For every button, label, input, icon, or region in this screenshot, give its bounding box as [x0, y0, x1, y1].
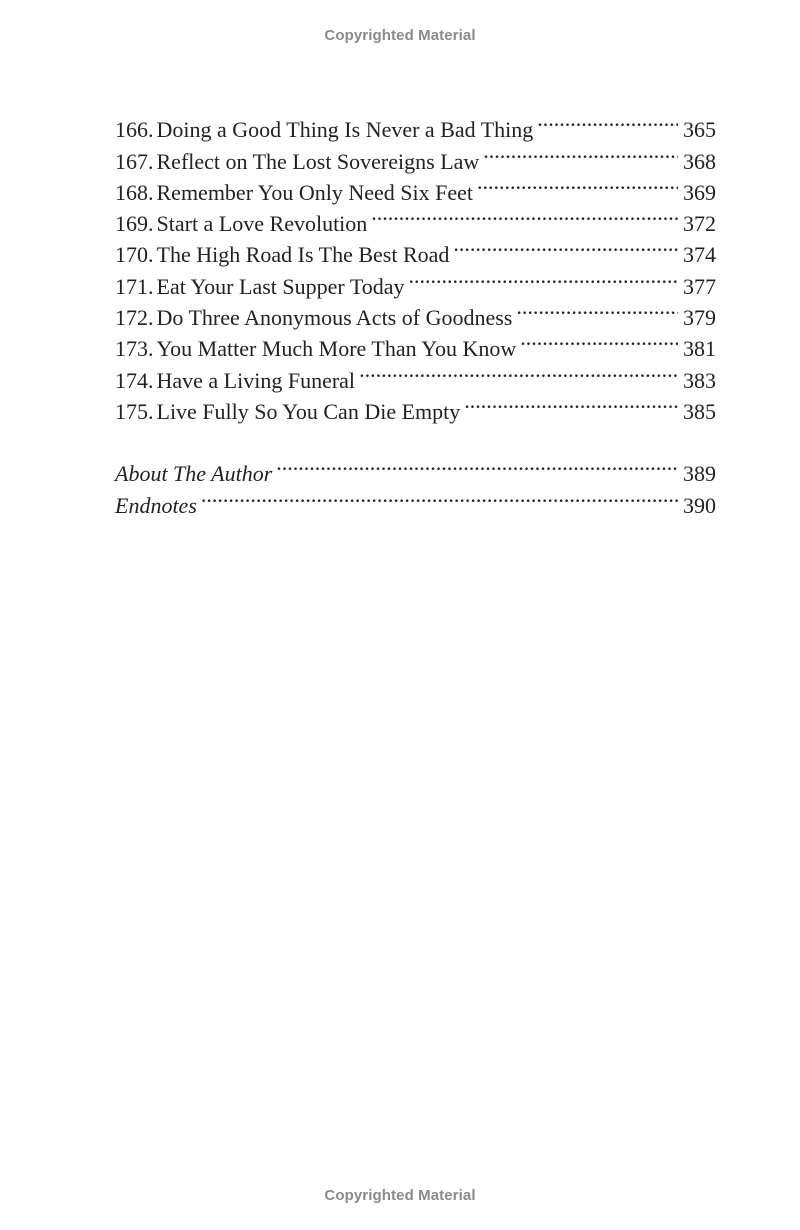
page-number: 379: [683, 305, 716, 331]
dot-leader: [371, 200, 678, 231]
page-number: 389: [683, 461, 716, 487]
page-number: 383: [683, 367, 716, 393]
chapter-title: Doing a Good Thing Is Never a Bad Thing: [156, 117, 534, 143]
chapter-title: Eat Your Last Supper Today: [156, 273, 405, 299]
page-number: 377: [683, 273, 716, 299]
dot-leader: [453, 231, 678, 262]
chapter-number: 171.: [115, 273, 154, 299]
dot-leader: [537, 106, 678, 137]
page-number: 369: [683, 179, 716, 205]
chapter-title: You Matter Much More Than You Know: [156, 336, 517, 362]
chapter-number: 172.: [115, 305, 154, 331]
chapter-number: 168.: [115, 179, 154, 205]
page-number: 385: [683, 398, 716, 424]
page-number: 390: [683, 492, 716, 518]
dot-leader: [483, 137, 678, 168]
page-number: 374: [683, 242, 716, 268]
dot-leader: [359, 356, 678, 387]
chapter-title: The High Road Is The Best Road: [156, 242, 450, 268]
page-number: 372: [683, 211, 716, 237]
dot-leader: [464, 388, 678, 419]
table-of-contents: [115, 106, 716, 518]
chapter-title: Remember You Only Need Six Feet: [156, 179, 474, 205]
dot-leader: [516, 294, 678, 325]
chapter-number: 169.: [115, 211, 154, 237]
page-number: 365: [683, 117, 716, 143]
page-number: 381: [683, 336, 716, 362]
dot-leader: [408, 262, 678, 293]
back-matter-title: About The Author: [115, 461, 273, 487]
chapter-number: 173.: [115, 336, 154, 362]
copyright-watermark-bottom: Copyrighted Material: [324, 1187, 476, 1204]
dot-leader: [477, 169, 678, 200]
dot-leader: [520, 325, 678, 356]
chapter-title: Live Fully So You Can Die Empty: [156, 398, 461, 424]
copyright-watermark-top: Copyrighted Material: [324, 27, 476, 44]
toc-entry-about-the-author[interactable]: [115, 450, 716, 487]
toc-entry[interactable]: [115, 106, 716, 143]
chapter-title: Start a Love Revolution: [156, 211, 368, 237]
dot-leader: [276, 450, 678, 481]
back-matter-title: Endnotes: [115, 492, 197, 518]
chapter-title: Reflect on The Lost Sovereigns Law: [156, 148, 480, 174]
chapter-number: 166.: [115, 117, 154, 143]
chapter-number: 170.: [115, 242, 154, 268]
chapter-number: 175.: [115, 398, 154, 424]
toc-entry-endnotes[interactable]: [115, 481, 716, 518]
page-number: 368: [683, 148, 716, 174]
chapter-title: Do Three Anonymous Acts of Goodness: [156, 305, 513, 331]
chapter-number: 174.: [115, 367, 154, 393]
chapter-number: 167.: [115, 148, 154, 174]
chapter-title: Have a Living Funeral: [156, 367, 356, 393]
dot-leader: [201, 481, 678, 512]
